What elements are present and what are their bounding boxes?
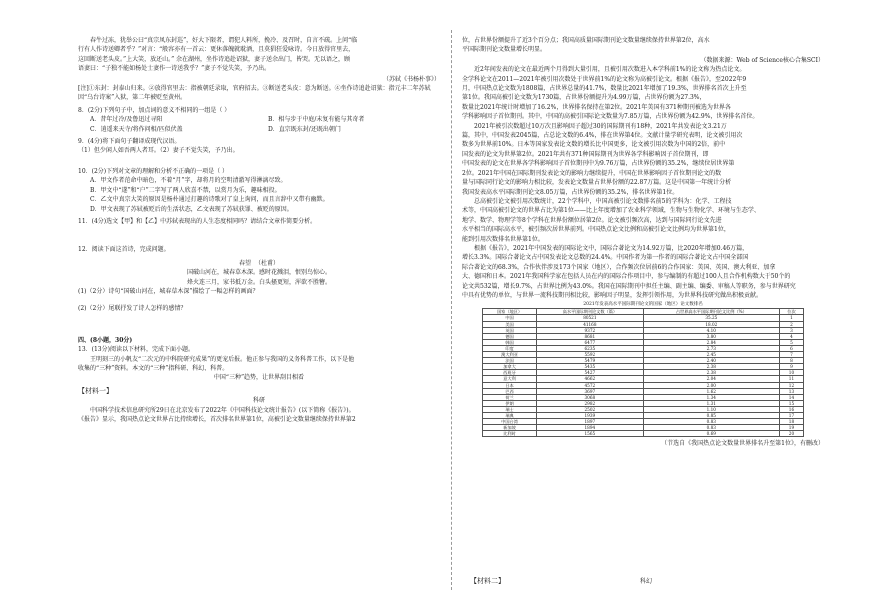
table-cell: 2.45 xyxy=(643,352,779,358)
options xyxy=(78,115,440,134)
table-cell: 荷兰 xyxy=(483,394,537,400)
table-cell: 1897 xyxy=(537,419,644,425)
paragraph-line: 际合著论文的68.3%，合作伙伴涉及173个国家（地区），合作频次位居前6的合作国家：美国、英国、澳大利亚、加拿 xyxy=(462,263,776,271)
table-cell: 印度 xyxy=(483,345,537,351)
table-cell: 0.83 xyxy=(643,419,779,425)
table-cell: 18 xyxy=(779,419,803,425)
left-column xyxy=(78,36,440,424)
paragraph-line: 国发表的论文为世界第2位。2021年共有371种国际期刊为世界各学科影响因子首位期刊，即 xyxy=(462,150,709,158)
ranking-table xyxy=(482,308,804,437)
table-header: 高水平国际期刊论文数（篇） xyxy=(537,309,644,315)
paragraph-line: 地学、数学、物理学等8个学科在世界份额位居第2位。论文被引频次高，达到与国际同行论文先进 xyxy=(462,216,722,224)
table-cell: 1939 xyxy=(537,412,644,418)
material-1-title: 科研 xyxy=(252,397,265,405)
intro-line: 收集的“三种”资料。本文的“三种”指科研、科幻、科普。 xyxy=(78,364,229,372)
material-1-line: 中国科学技术信息研究所29日在北京发布了2022年《中国科技论文统计报告》(以下简称《报告》)。 xyxy=(90,406,355,414)
paragraph-line: 量与国际同行论文的影响力相比较，发表论文数量占世界份额的22.87万篇。这是中国第一年统计分析 xyxy=(462,179,732,187)
question-9 xyxy=(78,137,440,156)
table-cell: 中国台湾 xyxy=(483,419,537,425)
paragraph-line: 中国发表的论文在世界各学科影响因子首位期刊中为9.76万篇，占世界份额的35.2%，继续位居世界第 xyxy=(462,160,735,168)
table-cell: 巴西 xyxy=(483,388,537,394)
paragraph-line: 增长3.3%。国际合著论文占中国发表论文总数的24.4%。中国作者为第一作者的国际合著论文占中国全部国 xyxy=(462,254,749,262)
table-cell: 5435 xyxy=(537,364,644,370)
poem-title xyxy=(78,259,440,268)
table-cell: 加拿大 xyxy=(483,364,537,370)
table-cell: 18.02 xyxy=(643,321,779,327)
question-sub: (1)（2分）诗句“国破山河在，城春草木深”描绘了一幅怎样的画面？ xyxy=(78,287,259,295)
intro-line: 平国际期刊论文数量增长明显。 xyxy=(462,46,547,54)
table-cell: 5 xyxy=(779,339,803,345)
paragraph-line: 论文共532篇，增长9.7%，占世界比例为43.0%。我国在国际期刊中担任主编、副主编、编委、审稿人等职务，参与世界研究 xyxy=(462,282,796,290)
material-1-label: 【材料一】 xyxy=(78,386,113,395)
question-12 xyxy=(78,245,440,313)
intro-line: 王明刻三的小帆友“二次元的中科院研究成果”的更宠后报。他正参与我国的义务科普工作，以下是他 xyxy=(90,355,355,363)
passage-line: 这回断送老头皮。”上大笑，放还山。” 余在湖州，坐作诗追赴诏狱，妻子送余出门，皆哭。无以语之，顾 xyxy=(78,55,351,63)
table-cell: 14 xyxy=(779,394,803,400)
table-cell: 15 xyxy=(779,400,803,406)
table-cell: 8681 xyxy=(537,333,644,339)
table-cell: 1.62 xyxy=(643,388,779,394)
table-cell: 2.84 xyxy=(643,339,779,345)
ranking-table-block xyxy=(482,302,804,437)
passage-line: 春牛过冻，犹举公曰“真宗凤东封巡”，好大下限者，谓犯人料所，挽冷、及召时，自言不疏。上问“临 xyxy=(90,37,358,44)
table-cell: 3697 xyxy=(537,388,644,394)
table-cell: 2.04 xyxy=(643,376,779,382)
table-caption: 2021年发表高水平国际期刊论文的国家（地区）论文数排名 xyxy=(583,302,703,308)
table-cell: 西班牙 xyxy=(483,370,537,376)
table-cell: 英国 xyxy=(483,327,537,333)
table-cell: 0.69 xyxy=(643,431,779,437)
table-cell: 12 xyxy=(779,382,803,388)
table-cell: 5479 xyxy=(537,358,644,364)
table-cell: 1894 xyxy=(537,425,644,431)
table-cell: 德国 xyxy=(483,333,537,339)
table-cell: 意大利 xyxy=(483,376,537,382)
table-header: 国家（地区） xyxy=(483,309,537,315)
table-source: （节选自《我国热点论文数量世界排名升至第1位》，有删改） xyxy=(661,440,824,448)
paragraph-line: 2021年被引次数超过10万次且影响因子超过30的国际期刊有18种，2021年共发表论文3.21万 xyxy=(474,122,727,130)
poem-line: 烽火连三月，家书抵万金。白头搔更短，浑欲不胜簪。 xyxy=(186,278,331,286)
table-cell: 4572 xyxy=(537,382,644,388)
table-cell: 4.10 xyxy=(643,327,779,333)
passage-line: 语妻曰：“子独不能如杨处士妻作一诗送我乎？”妻子不觉失笑，予乃出。 xyxy=(78,65,271,73)
table-cell: 13 xyxy=(779,388,803,394)
paragraph-line: 水平相当的国际高水平，被引频次居世界前列。中国热点论文比例和高被引论文比例均为世界第1位， xyxy=(462,226,730,234)
paragraph-line: 近2年间发表的论文在最近两个月得到大量引用，且被引用次数进入本学科前1%的论文称为热点论文。 xyxy=(474,66,746,74)
column-divider xyxy=(451,30,452,590)
table-cell: 瑞典 xyxy=(483,412,537,418)
table-cell: 9372 xyxy=(537,327,644,333)
paragraph-line: 大、德国和日本。2021年我国科学家在包括人员在内的国际合作项目中，参与编制的有超过100人且合作机构数大于50个的 xyxy=(462,273,791,281)
intro-line: 位，占世界份额提升了近3个百分点；我国高质量国际期刊论文数量继续保持世界第2位，高水 xyxy=(462,37,710,44)
poem-title-text: 春望 xyxy=(238,259,251,267)
table-cell: 新加坡 xyxy=(483,425,537,431)
table-cell: 6 xyxy=(779,345,803,351)
annotation-notes: [注]①东封：封泰山归来。②放得官里去：指被朝廷录取，官府招去。③断送老头皮：意为断送。④坐作诗追赴诏狱：指元丰二年苏轼因“乌台诗案”入狱，第二年被贬至黄州。 xyxy=(78,85,431,102)
section-4 xyxy=(78,336,440,425)
paragraph-line: 我国发表高水平国际期刊论文8.05万篇，占世界份额的35.2%，排名世界第1位。 xyxy=(462,188,679,196)
data-source: （数据来源：Web of Science核心合集SCI） xyxy=(700,56,824,64)
option-d: D．甲文表现了苏轼被贬后的生活状态，乙文表现了苏轼获罪、被贬的原因。 xyxy=(90,205,293,213)
table-cell: 美国 xyxy=(483,321,537,327)
table-cell: 日本 xyxy=(483,382,537,388)
option-c: C．逍遥来天寺/将作问相/匹似伏盖 xyxy=(90,125,183,133)
table-cell: 10 xyxy=(779,370,803,376)
table-cell: 16 xyxy=(779,406,803,412)
material-2-title: 科幻 xyxy=(640,578,653,585)
section-title: 四、(8小题，30分) xyxy=(78,336,133,344)
table-cell: 2.73 xyxy=(643,345,779,351)
option-d: D．直宗既东封/还既出朝门 xyxy=(268,125,341,133)
table-header: 位次 xyxy=(779,309,803,315)
paragraph-line: 总高被引论文被引用次数统计，22个学科中，中国高被引论文数排名前5的学科为：化学、工程技 xyxy=(474,197,732,205)
poem-author: （杜甫） xyxy=(255,259,280,267)
question-13: 13．(13分)阅读以下材料，完成下面小题。 xyxy=(78,346,194,354)
paragraph-line: 篇，其中，中国发表2045篇，占总论文数的6.4%，排在世界第4位。文献计量学研究表明，论文被引用次 xyxy=(462,132,743,140)
table-cell: 6235 xyxy=(537,345,644,351)
table-cell: 6477 xyxy=(537,339,644,345)
table-cell: 7 xyxy=(779,352,803,358)
table-cell: 5592 xyxy=(537,352,644,358)
right-column xyxy=(462,36,824,449)
article-paragraphs xyxy=(462,65,824,300)
question-stem: 8．(2分)下列句子中，加点词的意义不相同的一组是（ ） xyxy=(78,106,231,114)
table-body xyxy=(483,315,804,437)
table-cell: 伊朗 xyxy=(483,400,537,406)
table-cell: 中国 xyxy=(483,315,537,321)
table-cell: 1.34 xyxy=(643,394,779,400)
table-cell: 2982 xyxy=(537,400,644,406)
table-cell: 3.80 xyxy=(643,333,779,339)
table-header: 占世界高水平国际期刊论文比例（%） xyxy=(643,309,779,315)
passage-text xyxy=(78,36,440,74)
question-11: 11．(4分)选文【甲】和【乙】中苏轼表现出的人生态度相同吗？请结合文章作简要分析。 xyxy=(78,217,317,225)
table-cell: 2502 xyxy=(537,406,644,412)
option-a: A．甲文作者范命中暗色，不着“月”字，却将月的空明清澈写得淋漓尽致。 xyxy=(90,177,287,185)
question-stem: 9．(4分)将下面句子翻译成现代汉语。 xyxy=(78,138,181,146)
table-cell: 20 xyxy=(779,431,803,437)
table-row xyxy=(483,431,804,437)
table-cell: 法国 xyxy=(483,358,537,364)
question-10 xyxy=(78,167,440,214)
table-cell: 1.10 xyxy=(643,406,779,412)
table-cell: 4662 xyxy=(537,376,644,382)
paragraph-line: 学科影响因子首位期刊。其中，中国的高被引国际论文数量为7.85万篇，占世界份额为42.9%，世界排名首位。 xyxy=(462,113,759,121)
question-sub: (2)（2分）尾联抒发了诗人怎样的感情？ xyxy=(78,305,187,313)
paragraph-line: 数量比2021年统计时增加了16.2%，世界排名保持在第2位。2021年美国有371种期刊被选为世界各 xyxy=(462,103,731,111)
question-8 xyxy=(78,106,440,134)
paragraph-line: 能到引用次数排名世界第1位。 xyxy=(462,235,544,243)
table-cell: 1 xyxy=(779,315,803,321)
paragraph-line: 数多为世界前10%。日本等国家发表论文数的增长比中国更多，论文被引用次数为中国的2倍，前中 xyxy=(462,141,726,149)
table-cell: 11 xyxy=(779,376,803,382)
table-cell: 3 xyxy=(779,327,803,333)
material-subtitle: 中国“三种”趋势，让世界刮目相看 xyxy=(213,374,305,382)
table-cell: 0.83 xyxy=(643,425,779,431)
passage-source: （苏轼《书杨朴事》） xyxy=(382,75,440,83)
table-cell: 0.85 xyxy=(643,412,779,418)
table-cell: 2.00 xyxy=(643,382,779,388)
material-2-label: 【材料二】 xyxy=(470,577,505,585)
paragraph-line: 中具有优势的单位，与世界一流科技期刊相比较，影响因子明显，发挥引领作用，为世界科技研究做出积极贡献。 xyxy=(462,291,763,299)
paragraph-line: 术等，中国高被引论文的世界占比为第1位——比上年度增加了农业科学领域，生物与生物化学、环境与生态学、 xyxy=(462,207,760,215)
table-cell: 澳大利亚 xyxy=(483,352,537,358)
table-cell: 1565 xyxy=(537,431,644,437)
table-cell: 80521 xyxy=(537,315,644,321)
paragraph-line: 根据《报告》，2021年中国发表的国际论文中，国际合著论文为14.92万篇，比2020年增加0.46万篇， xyxy=(474,244,749,252)
paragraph-line: 第1位。我国高被引论文数为1730篇，占世界份额提升为4.99万篇，占世界份额为27.3%， xyxy=(462,94,706,102)
table-cell: 9 xyxy=(779,364,803,370)
table-cell: 2.38 xyxy=(643,370,779,376)
table-cell: 17 xyxy=(779,412,803,418)
table-cell: 瑞士 xyxy=(483,406,537,412)
table-cell: 韩国 xyxy=(483,339,537,345)
option-a: A．昔年过冷/及鲁迅过寻阳 xyxy=(90,116,163,124)
question-sub: （1）但少闲人如吾两人者耳。（2）妻子不觉失笑，予乃出。 xyxy=(78,147,239,155)
option-c: C．乙文中真宗大笑的原因是杨朴通过打趣的诗歌对了皇上询问，而且言辞中又带有幽默。 xyxy=(90,196,329,204)
table-cell: 3068 xyxy=(537,394,644,400)
question-stem: 10．(2分)下列对文章的理解和分析不正确的一项是（ ） xyxy=(78,167,229,175)
option-b: B．相与步于中庭/未复有能与其奇者 xyxy=(268,116,365,124)
table-cell: 比利时 xyxy=(483,431,537,437)
table-cell: 1.31 xyxy=(643,400,779,406)
paragraph-line: 2位。2021年中国在国际期刊发表论文的影响力继续提升，中国在世界影响因子首位期刊论文的数 xyxy=(462,169,722,177)
question-stem: 12．阅读下面这首诗，完成问题。 xyxy=(78,246,170,254)
poem-line: 国破山河在，城春草木深。感时花溅泪，恨别鸟惊心。 xyxy=(186,269,331,277)
table-cell: 19 xyxy=(779,425,803,431)
passage-line: 行有人作诗送卿者乎？”对言：“般容亦有一首云：更休落魄就耽酒，且莫猖狂爱咏诗。今日放得官里去， xyxy=(78,46,355,54)
table-cell: 2 xyxy=(779,321,803,327)
paragraph-line: 月，中国热点论文数为1808篇，占世界总量的41.7%，数量比2021年增加了19.3%，世界排名首次上升至 xyxy=(462,85,747,93)
table-cell: 41168 xyxy=(537,321,644,327)
table-cell: 35.25 xyxy=(643,315,779,321)
table-cell: 2.40 xyxy=(643,358,779,364)
table-cell: 8 xyxy=(779,358,803,364)
paragraph-line: 全学科论文在2011—2021年被引用次数处于世界前1%的论文称为高被引论文。根据《报告》，至2022年9 xyxy=(462,75,747,83)
table-cell: 2.38 xyxy=(643,364,779,370)
material-1-line: 《报告》显示，我国热点论文世界占比持续增长，首次排名世界第1位，高被引论文数量继续保持世界第2 xyxy=(78,416,356,423)
option-b: B．甲文中“遂”和“户”二字写了两人欣喜不禁，以赏月为乐，趣味相投。 xyxy=(90,186,281,194)
table-cell: 5427 xyxy=(537,370,644,376)
table-cell: 4 xyxy=(779,333,803,339)
